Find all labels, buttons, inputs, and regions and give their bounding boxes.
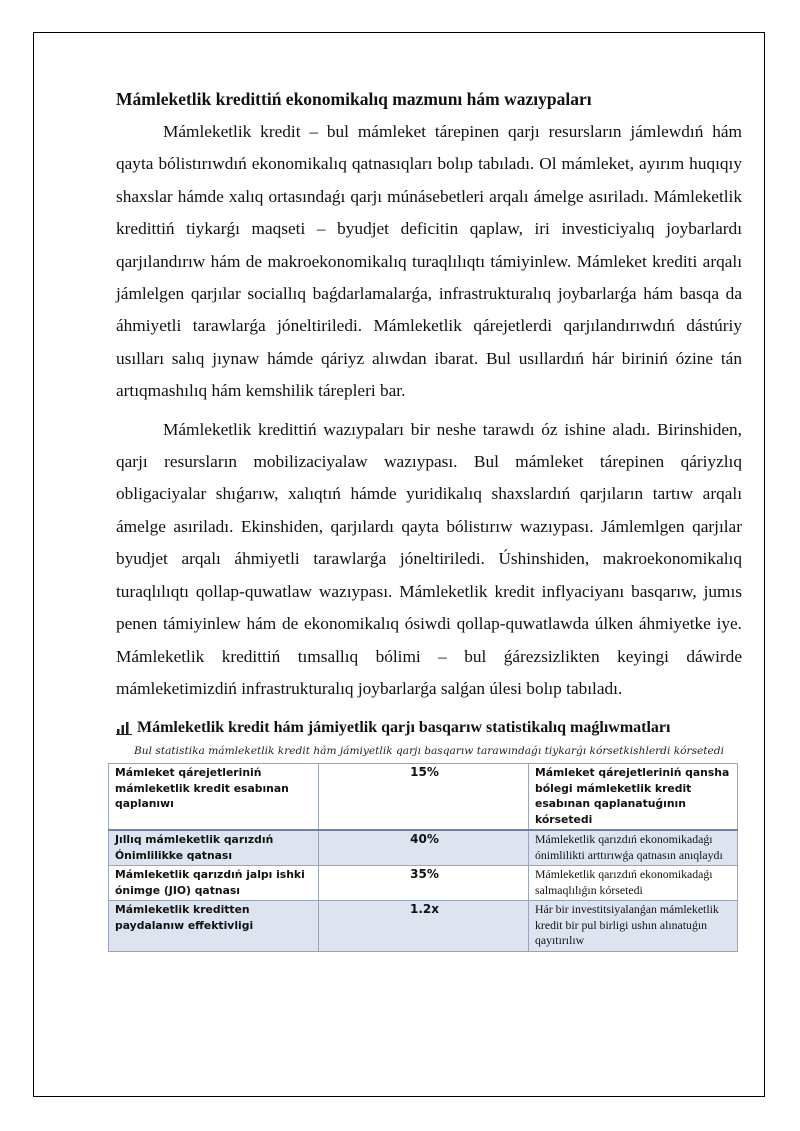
description-cell: Mámleketlik qarızdıń ekonomikadaǵı ónimlilikti arttırıwǵa qatnasın anıqlaydı xyxy=(529,830,738,866)
indicator-cell: Mámleket qárejetleriniń mámleketlik kredit esabınan qaplanıwı xyxy=(109,764,319,831)
description-cell: Mámleketlik qarızdıń ekonomikadaǵı salmaqlılıǵın kórsetedi xyxy=(529,866,738,901)
document-body xyxy=(116,88,742,952)
stats-table xyxy=(108,763,738,952)
indicator-cell: Mámleketlik qarızdıń jalpı ishki ónimge (JIO) qatnası xyxy=(109,866,319,901)
value-cell: 15% xyxy=(319,764,529,831)
stats-heading-text: Mámleketlik kredit hám jámiyetlik qarjı basqarıw statistikalıq maǵlıwmatları xyxy=(137,719,671,737)
bar-chart-icon xyxy=(116,721,132,735)
description-cell: Hár bir investitsiyalanǵan mámleketlik kredit bir pul birligi ushın alınatuǵın qayıtırılıw xyxy=(529,901,738,952)
indicator-cell: Mámleketlik kreditten paydalanıw effektivligi xyxy=(109,901,319,952)
stats-heading xyxy=(116,717,742,739)
value-cell: 40% xyxy=(319,830,529,866)
table-row xyxy=(109,830,738,866)
table-caption: Bul statistika mámleketlik kredit hám jámiyetlik qarjı basqarıw tarawındaǵı tiykarǵı kórsetkishlerdi kórsetedi xyxy=(134,745,724,758)
document-title: Mámleketlik kredittiń ekonomikalıq mazmunı hám wazıypaları xyxy=(116,89,592,109)
table-row xyxy=(109,764,738,831)
table-row xyxy=(109,866,738,901)
paragraph: Mámleketlik kredit – bul mámleket tárepinen qarjı resursların jámlewdıń hám qayta bólistırıwdıń ekonomikalıq qatnasıqları bolıp tabıladı. Ol mámleket, ayırım huqıqıy shaxslar hámde xalıq ortasındaǵı qarjı múnásebetleri arqalı ámelge asıriladı. Mámleketlik kredittiń tiykarǵı maqseti – byudjet deficitin qaplaw, iri investiciyalıq joybarlardı qarjılandırıw hám de makroekonomikalıq turaqlılıqtı támiyinlew. Mámleket krediti arqalı jámlelgen qarjılar sociallıq baǵdarlamalarǵa, infrastrukturalıq joybarlarǵa hám basqa da áhmiyetli tarawlarǵa jóneltiriledi. Mámleketlik qárejetlerdi qarjılandırıwdıń dástúriy usılları salıq jıynaw hámde qáriyz alıwdan ibarat. Bul usıllardıń hár biriniń ózine tán artıqmashılıq hám kemshilik tárepleri bar. xyxy=(116,122,742,401)
paragraph: Mámleketlik kredittiń wazıypaları bir neshe tarawdı óz ishine aladı. Birinshiden, qarjı resursların mobilizaciyalaw wazıypası. Bul mámleket tárepinen qáriyzlıq obligaciyalar shıǵarıw, xalıqtıń hámde yuridikalıq shaxslardıń qarjıların tartıw arqalı ámelge asıriladı. Ekinshiden, qarjılardı qayta bólistırıw wazıypası. Jámlemlgen qarjılar byudjet arqalı áhmiyetli tarawlarǵa jóneltiriledi. Úshinshiden, makroekonomikalıq turaqlılıqtı qollap-quwatlaw wazıypası. Mámleketlik kredit inflyaciyanı basqarıw, jumıs penen támiyinlew hám de ekonomikalıq ósiwdi qollap-quwatlawda úlken áhmiyetke iye. Mámleketlik kredittiń tımsallıq bólimi – bul ǵárezsizlikten keyingi dáwirde mámleketimizdiń infrastrukturalıq joybarlarǵa salǵan úlesi bolıp tabıladı. xyxy=(116,419,742,698)
indicator-cell: Jıllıq mámleketlik qarızdıń Ónimlilikke qatnası xyxy=(109,830,319,866)
value-cell: 1.2x xyxy=(319,901,529,952)
table-row xyxy=(109,901,738,952)
description-cell: Mámleket qárejetleriniń qansha bólegi mámleketlik kredit esabınan qaplanatuǵının kórsetedi xyxy=(529,764,738,831)
value-cell: 35% xyxy=(319,866,529,901)
